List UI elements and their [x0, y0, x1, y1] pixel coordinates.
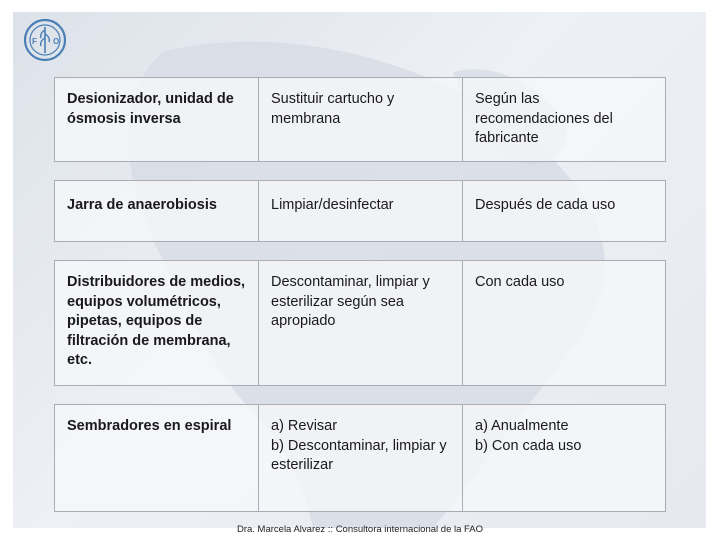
- table-cell-action: a) Revisar b) Descontaminar, limpiar y esterilizar: [259, 405, 463, 511]
- table-cell-action: Sustituir cartucho y membrana: [259, 78, 463, 161]
- table-cell-frequency: Con cada uso: [475, 274, 565, 290]
- table-cell-equipment: Sembradores en espiral: [55, 405, 259, 511]
- table-cell-equipment: Desionizador, unidad de ósmosis inversa: [55, 78, 259, 161]
- table-row: [54, 77, 666, 162]
- table-cell-equipment: Distribuidores de medios, equipos volumétricos, pipetas, equipos de filtración de membrana, etc.: [55, 261, 259, 385]
- footer-credit: Dra. Marcela Alvarez :: Consultora internacional de la FAO: [236, 524, 484, 535]
- svg-text:F: F: [32, 37, 37, 46]
- maintenance-table: [54, 77, 666, 512]
- slide-background: [13, 12, 706, 528]
- table-cell-frequency: Según las recomendaciones del fabricante: [475, 91, 613, 146]
- table-cell-frequency: a) Anualmente b) Con cada uso: [475, 418, 582, 454]
- svg-text:O: O: [53, 37, 60, 46]
- table-row: [54, 180, 666, 242]
- table-cell-equipment: Jarra de anaerobiosis: [55, 181, 259, 241]
- table-row: [54, 404, 666, 512]
- table-cell-action: Descontaminar, limpiar y esterilizar según sea apropiado: [259, 261, 463, 385]
- fao-logo-icon: [23, 18, 67, 62]
- table-cell-frequency: Después de cada uso: [475, 197, 616, 213]
- table-cell-action: Limpiar/desinfectar: [259, 181, 463, 241]
- table-row: [54, 260, 666, 386]
